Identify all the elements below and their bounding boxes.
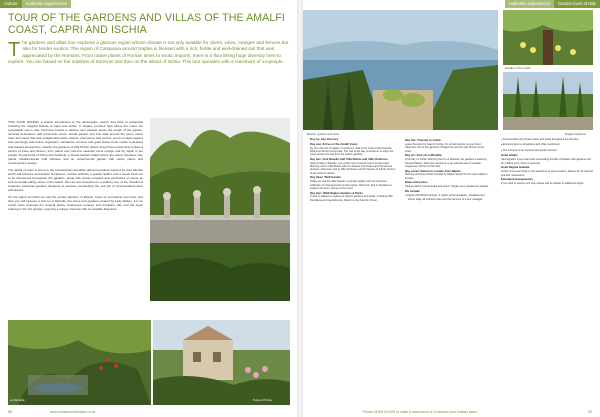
dates-prices-text: Please call for current dates and prices. Single room supplement applies. — [405, 185, 489, 189]
intro-dropcap: T — [8, 39, 21, 61]
include-item: ■ The services of an experienced garden lecturer. — [501, 149, 594, 153]
caption-garden-of-gods: Garden of the Gods — [505, 66, 531, 70]
itinerary-column-1 — [310, 138, 396, 203]
itinerary-column-2 — [405, 138, 491, 203]
itinerary-day-heading: Day five: Transfer to Ischia — [405, 138, 441, 143]
we-include-heading: We include — [405, 188, 420, 193]
caption-villa-cimbrone: Villa Cimbrone — [258, 296, 277, 300]
right-header-tag: Authentic experiences — [505, 0, 554, 8]
right-page-number: 21 — [588, 410, 592, 414]
right-header — [505, 0, 600, 8]
garden-of-gods-photo — [503, 10, 593, 65]
extended-heading: Extended arrangements — [501, 177, 533, 182]
intro-paragraph — [8, 40, 290, 66]
include-item: ■ Entrance fees to all gardens and villas mentioned. — [501, 143, 594, 147]
page-title: TOUR OF THE GARDENS AND VILLAS OF THE AMALFI COAST, CAPRI AND ISCHIA — [8, 12, 285, 36]
we-include-item: ■ Flights with British Airways, 6 nights' accommodation, breakfast and dinner daily, all entrance fees and the services of a tour manager. — [405, 194, 491, 202]
left-header — [0, 0, 71, 8]
itinerary-day-heading: Day seven: Return to London from Naples — [405, 168, 461, 173]
hotel-details-text: Sant'Agnello: a four-star hotel overlooking the Bay of Naples with gardens and an outdoor pool, close to Sorrento. — [501, 158, 591, 165]
caption-la-mortella: La Mortella — [10, 398, 25, 402]
caption-punta-di-ponte: Punta di Ponte — [253, 398, 272, 402]
hotel-regina-heading: Hotel Regina Isabella — [501, 165, 530, 170]
itinerary-day-text: Travel to Naples to explore its historic gardens and parks, including Villa Floridiana and Capodimonte. Return to the hotel for dinner. — [310, 195, 393, 202]
right-footer-text: Phone 01903 611000 to make a reservation or to discuss your holiday plans — [363, 410, 477, 414]
itinerary-day-heading: Day four: Walk Naples Gardens & Parks — [310, 190, 363, 195]
itinerary-day-text: A full day on Ischia. Morning visit to La Mortella, the gardens created by Susana Walton. Afternoon at leisure or an optional visit to Castello Aragonese. Dinner at the hotel. — [405, 158, 488, 168]
dates-prices-heading: Dates and prices — [405, 180, 428, 185]
include-item: ■ Transportation by private coach and boats throughout the itinerary. — [501, 138, 594, 142]
body-column — [8, 120, 143, 214]
left-header-tag: Authentic experiences — [22, 0, 71, 8]
hotel-regina-text: Ischia: a five-star hotel on the waterfront at Lacco Ameno, famous for its thermal spa and restaurants. — [501, 170, 593, 177]
ravino-photo — [303, 10, 498, 130]
itinerary-day-heading: Day one: Arrive on the Amalfi Coast — [310, 141, 358, 146]
itinerary-day-text: Today we visit the Wolf Garden, a private garden with an extensive collection of ornamental and exotic plants. Afternoon free in Positano to explore the lanes. Dinner at the hotel. — [310, 180, 392, 190]
right-page — [303, 0, 600, 417]
body-paragraph: The island of Capri is home to the extraordinary beautiful villa and gardens inspired by Axel Munthe which still enhance and delight. Sculptures, ancient artifacts, a granite Sphinx and a Greek tomb are to be discovered throughout the gardens, along with shady pergolas and spectacles of colour as well as breath-taking views of the island. We can accompanied on a walking tour of the Giardini di Augustus botanical gardens designed to terraces overlooking the sea full of ornamentals/exotics and flowers. — [8, 167, 143, 193]
punta-di-ponte-photo — [153, 320, 290, 405]
body-paragraph: THIS TOUR OFFERS a classic introduction to the landscapes, history and flora of Campania including the magical islands of Capri and Ischia. In Naples, perched high above the coast, the remarkable site is villa Cimbrone boasts a sublime vast parapet above the length of the garden, terraced belvederes with panoramic views; ornate garden and tree walk around the piece, plane trees and views that look straight with palms, lizards, phormiums and yuccas. An air of slight neglect and seemingly wild native vegetation, handsome terraces and giant flower beds create a pleasing and relaxed atmosphere. Nearby the gardens of Villa Rufolo deliver long three-terrace that contain a variety of trees and flowers, from palms and yucca to steamed scent orange and fig. Again is the private Tenuta Forla of Pietro and Gabriele, a Grand Garden Italian where the artists introduce rare plants. Mediterranean mild climates and an experimental garden with native plants and contemporary design. — [8, 120, 143, 165]
left-footer-url[interactable]: www.reidstravelholidays.co.uk — [50, 410, 96, 414]
itinerary-heading: Day by day itinerary — [310, 137, 339, 141]
villa-cimbrone-photo — [150, 118, 290, 301]
naples-gardens-photo — [503, 72, 593, 130]
itinerary-day-text: Fly from the UK to Naples. Transfer by road to the hotel at Sant'Agnello. Welcome dinner at the hotel. The rest of the day is at leisure to enjoy the views across the bay from the hotel's gardens. — [310, 146, 394, 157]
itinerary-day-heading: Day six: Visit of La Mortella — [405, 153, 442, 158]
caption-naples-gardens: Naples Gardens — [565, 132, 586, 136]
extended-text: If you wish to extend your stay please ask for details of additional nights. — [501, 182, 585, 186]
itinerary-day-heading: Day three: Wolf Garden — [310, 175, 342, 180]
left-page-number: 20 — [8, 410, 12, 414]
left-header-section: Culture — [0, 0, 22, 8]
caption-ravino: Ravino, garden and view — [307, 132, 339, 136]
left-page — [0, 0, 297, 417]
itinerary-column-3 — [501, 138, 594, 187]
hotel-details-heading: Hotel details — [501, 153, 518, 158]
itinerary-day-text: Spend today in Ravello, one of the most romantic towns on the coast. Morning visit to Villa Rufolo with its cloisters and towers and the famous terraces. Afternoon visit to Villa Cimbrone and its Terrace of Infinity. Return to the hotel for dinner. — [310, 161, 396, 175]
intro-text: he gardens and villas tour explores a glorious region whose climate is not only suitable for olives, vines, oranges and lemons but also for tender exotics. The region of Campania around Naples is blessed with a rich, fertile and well-drained soil that was appreciated by the Romans. From native plants of Roman times to exotic imports, there is a flourishing huge diversity here to explore. You are based on the outskirts of Sorrento and then on the island of Ischia. This tour operates with a maximum of 14-people. — [8, 40, 289, 65]
la-mortella-photo — [8, 320, 151, 405]
itinerary-day-heading: Day two: Visit Ravello with Villa Rufolo and Villa Cimbrone — [310, 156, 388, 161]
itinerary-day-text: Morning at leisure before transfer to Naples airport for the return flight to London. — [405, 173, 488, 180]
itinerary-day-text: Leave Sorrento by boat for Ischia. On arrival transfer to your hotel. Afternoon visit to the gardens of Negombo and the spa. Dinner at the hotel. — [405, 143, 485, 153]
body-paragraph: On the island of Ischia we visit the private gardens of Ravino, home to succulents and cacti, and then you will treasure a visit to La Mortella, the home and gardens created by Lady Walton. It is an exotic oasis amongst the tropical plants, buttressed terraces and fountains. We end the week relaxing in the hot springs, enjoying a unique immerse with an amiable fragrance. — [8, 194, 143, 212]
right-header-section: Garden tours of Italy — [554, 0, 600, 8]
